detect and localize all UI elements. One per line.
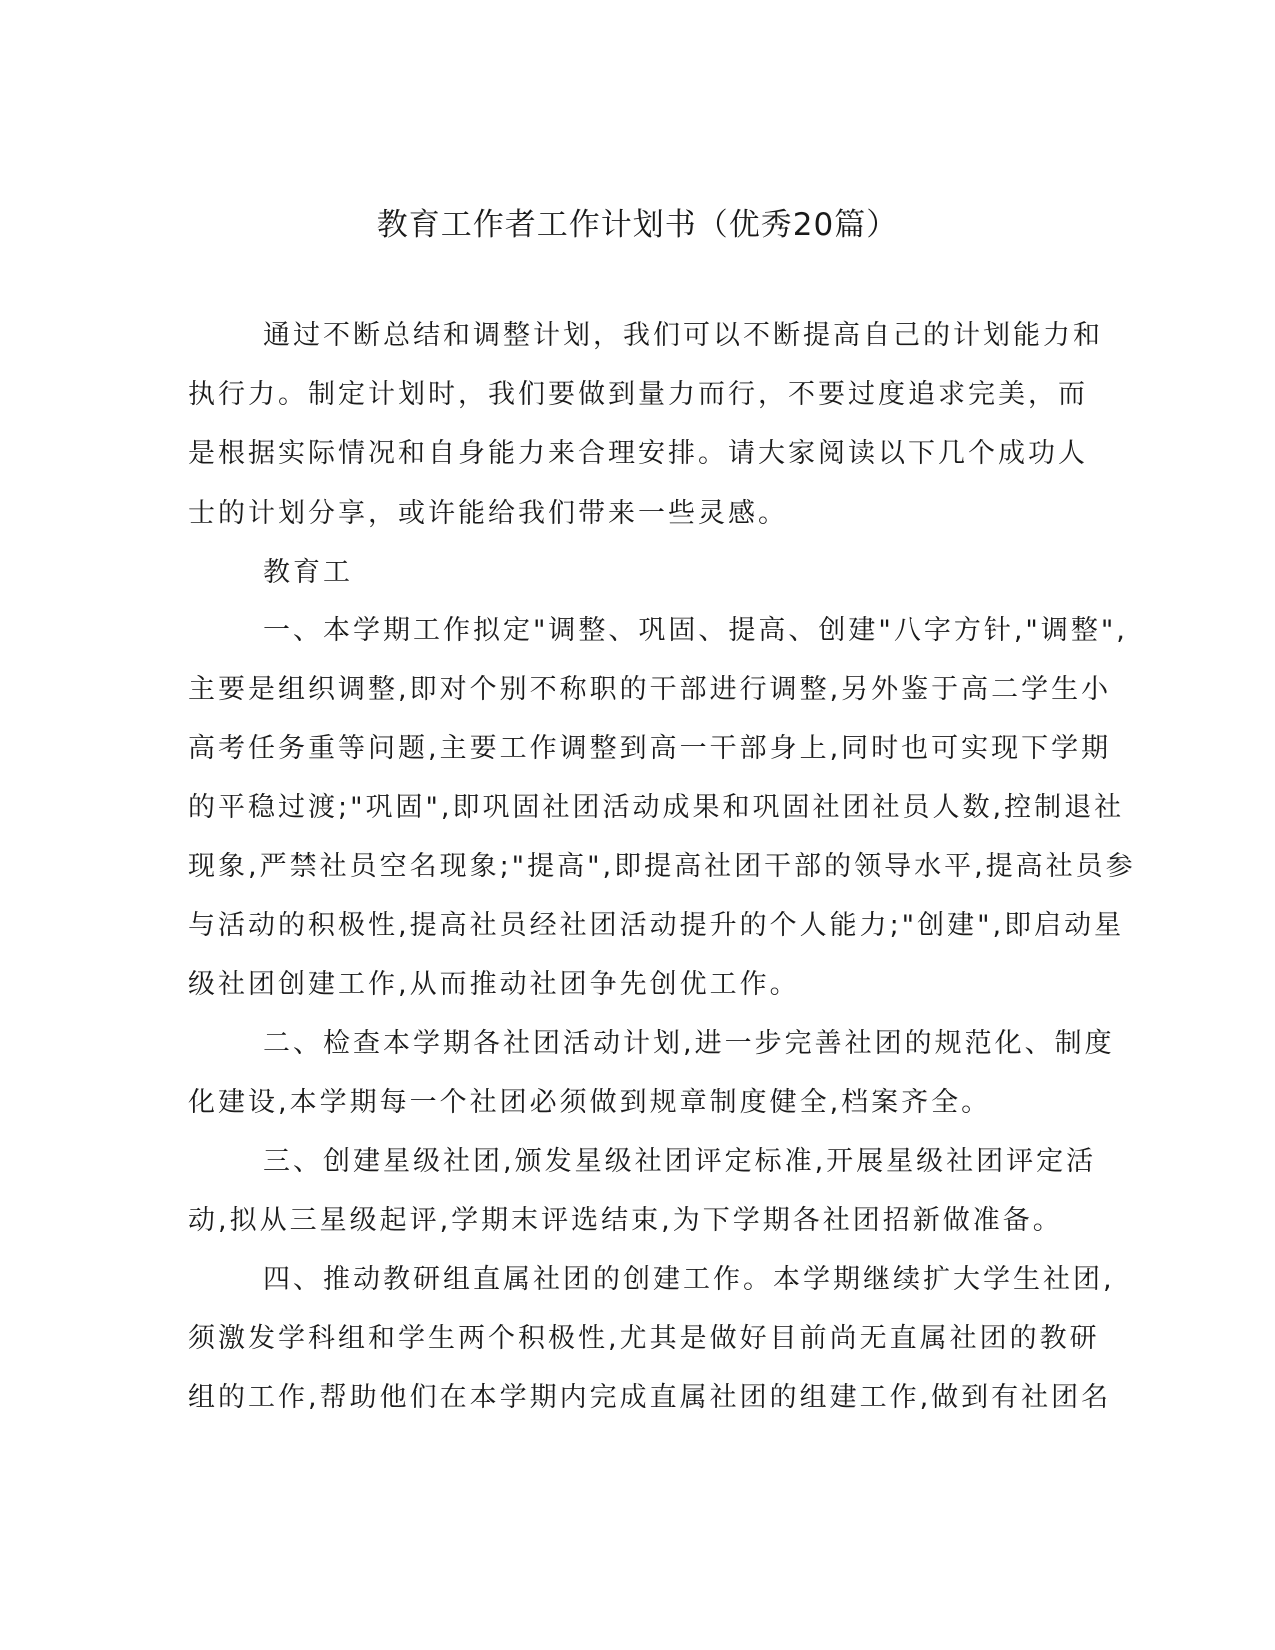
paragraph-line: 的平稳过渡;"巩固",即巩固社团活动成果和巩固社团社员人数,控制退社 bbox=[188, 792, 1125, 823]
paragraph-line: 组的工作,帮助他们在本学期内完成直属社团的组建工作,做到有社团名 bbox=[188, 1382, 1112, 1413]
paragraph-line: 高考任务重等问题,主要工作调整到高一干部身上,同时也可实现下学期 bbox=[188, 733, 1112, 764]
paragraph-line: 二、检查本学期各社团活动计划,进一步完善社团的规范化、制度 bbox=[263, 1028, 1115, 1059]
paragraph-line: 与活动的积极性,提高社员经社团活动提升的个人能力;"创建",即启动星 bbox=[188, 910, 1125, 941]
paragraph-line: 主要是组织调整,即对个别不称职的干部进行调整,另外鉴于高二学生小 bbox=[188, 674, 1112, 705]
paragraph-line: 化建设,本学期每一个社团必须做到规章制度健全,档案齐全。 bbox=[188, 1087, 992, 1118]
document-title: 教育工作者工作计划书（优秀20篇） bbox=[376, 207, 899, 243]
paragraph-line: 须激发学科组和学生两个积极性,尤其是做好目前尚无直属社团的教研 bbox=[188, 1323, 1100, 1354]
paragraph-line: 三、创建星级社团,颁发星级社团评定标准,开展星级社团评定活 bbox=[263, 1146, 1097, 1177]
paragraph-line: 是根据实际情况和自身能力来合理安排。请大家阅读以下几个成功人 bbox=[188, 438, 1088, 469]
paragraph-line: 动,拟从三星级起评,学期末评选结束,为下学期各社团招新做准备。 bbox=[188, 1205, 1063, 1236]
paragraph-line: 四、推动教研组直属社团的创建工作。本学期继续扩大学生社团, bbox=[263, 1264, 1115, 1295]
paragraph-line: 士的计划分享，或许能给我们带来一些灵感。 bbox=[188, 498, 788, 529]
paragraph-line: 执行力。制定计划时，我们要做到量力而行，不要过度追求完美，而 bbox=[188, 379, 1088, 410]
paragraph-line: 现象,严禁社员空名现象;"提高",即提高社团干部的领导水平,提高社员参 bbox=[188, 851, 1136, 882]
paragraph-line: 一、本学期工作拟定"调整、巩固、提高、创建"八字方针,"调整", bbox=[263, 615, 1128, 646]
paragraph-line: 级社团创建工作,从而推动社团争先创优工作。 bbox=[188, 969, 800, 1000]
section-heading: 教育工 bbox=[263, 557, 353, 588]
paragraph-line: 通过不断总结和调整计划，我们可以不断提高自己的计划能力和 bbox=[263, 320, 1103, 351]
